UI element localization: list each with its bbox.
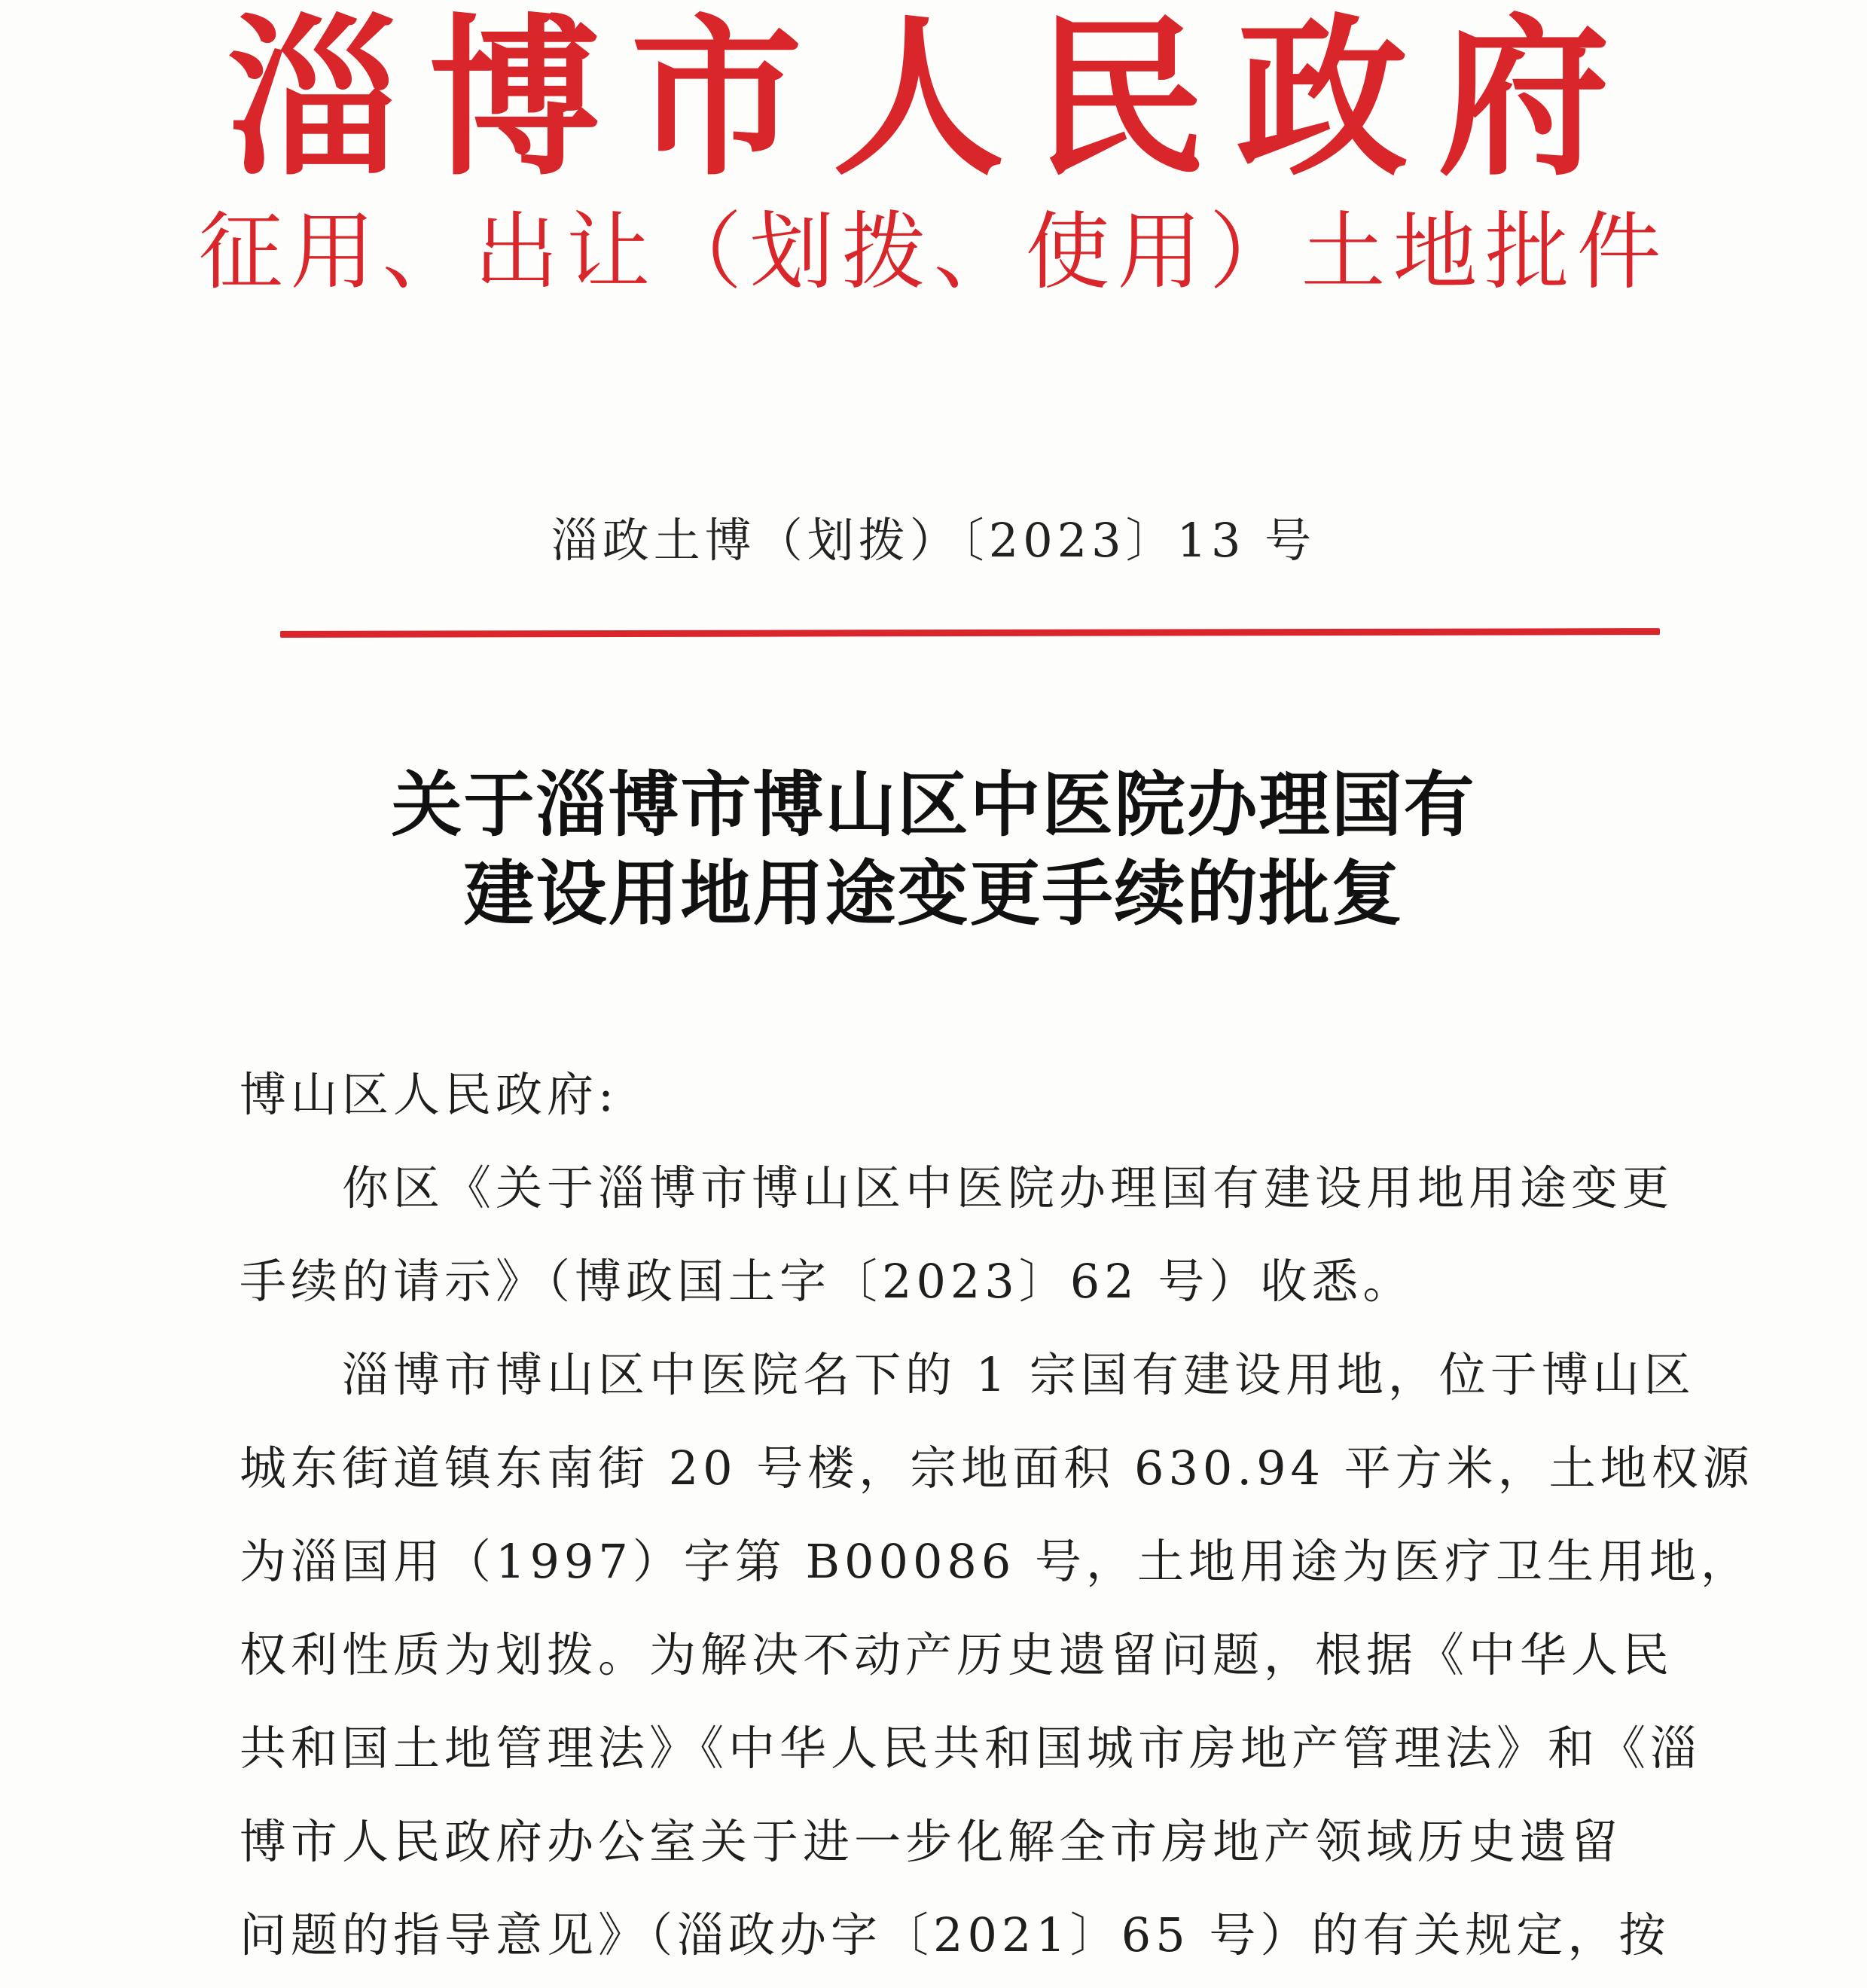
body-line-6: 权利性质为划拨。为解决不动产历史遗留问题，根据《中华人民 [239, 1627, 1674, 1682]
document-title-line-1: 关于淄博市博山区中医院办理国有 [391, 764, 1476, 846]
document-title [0, 761, 1867, 938]
body-line-5: 为淄国用（1997）字第 B00086 号，土地用途为医疗卫生用地， [239, 1534, 1752, 1589]
body-line-7: 共和国土地管理法》《中华人民共和国城市房地产管理法》和《淄 [239, 1721, 1702, 1776]
document-type-subtitle: 征用、出让（划拨、使用）土地批件 [198, 203, 1669, 301]
addressee: 博山区人民政府: [239, 1067, 618, 1122]
body-line-3: 淄博市博山区中医院名下的 1 宗国有建设用地，位于博山区 [342, 1347, 1695, 1402]
body-line-4: 城东街道镇东南街 20 号楼，宗地面积 630.94 平方米，土地权源 [239, 1441, 1754, 1496]
body-line-2: 手续的请示》（博政国土字〔2023〕62 号）收悉。 [239, 1254, 1414, 1309]
document-body [239, 1048, 1754, 1982]
body-line-1: 你区《关于淄博市博山区中医院办理国有建设用地用途变更 [342, 1160, 1674, 1215]
body-line-8: 博市人民政府办公室关于进一步化解全市房地产领域历史遗留 [239, 1814, 1623, 1869]
red-divider-line [280, 628, 1660, 638]
body-line-9: 问题的指导意见》（淄政办字〔2021〕65 号）的有关规定，按 [239, 1907, 1670, 1962]
issuing-authority-title: 淄博市人民政府 [227, 0, 1640, 199]
document-number: 淄政土博（划拨）〔2023〕13 号 [551, 513, 1316, 568]
document-title-line-2: 建设用地用途变更手续的批复 [463, 852, 1404, 935]
